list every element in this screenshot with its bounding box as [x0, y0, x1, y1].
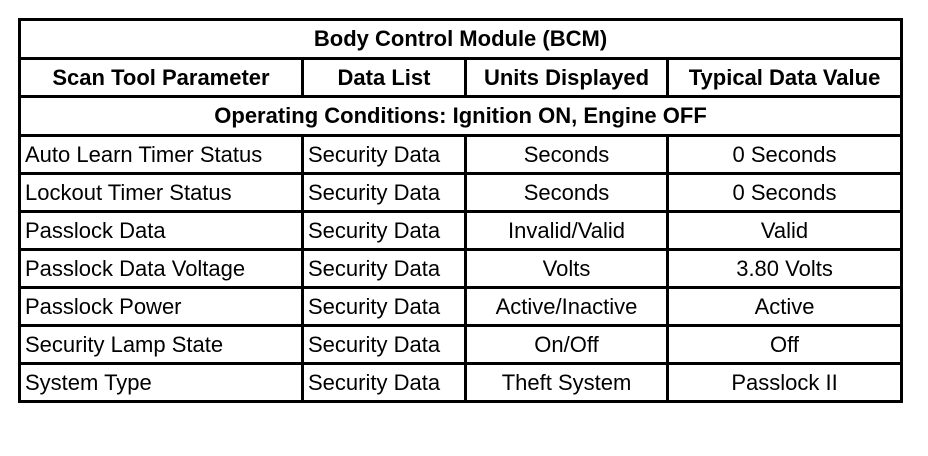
parameter-cell: Security Lamp State	[20, 326, 303, 364]
data-list-cell: Security Data	[303, 212, 466, 250]
units-cell: Active/Inactive	[466, 288, 668, 326]
table-row	[20, 288, 902, 326]
typical-value-cell: Off	[668, 326, 902, 364]
typical-value-cell: Active	[668, 288, 902, 326]
units-cell: Theft System	[466, 364, 668, 402]
table-row	[20, 250, 902, 288]
table-row	[20, 212, 902, 250]
table-row	[20, 136, 902, 174]
header-typical-data-value: Typical Data Value	[668, 59, 902, 97]
typical-value-cell: 0 Seconds	[668, 136, 902, 174]
table-header-row	[20, 59, 902, 97]
parameter-cell: System Type	[20, 364, 303, 402]
header-scan-tool-parameter: Scan Tool Parameter	[20, 59, 303, 97]
parameter-cell: Passlock Data Voltage	[20, 250, 303, 288]
units-cell: Seconds	[466, 136, 668, 174]
header-units-displayed: Units Displayed	[466, 59, 668, 97]
bcm-data-table-container	[18, 18, 903, 403]
header-data-list: Data List	[303, 59, 466, 97]
bcm-data-table	[18, 18, 903, 403]
table-row	[20, 364, 902, 402]
table-row	[20, 174, 902, 212]
units-cell: On/Off	[466, 326, 668, 364]
data-list-cell: Security Data	[303, 364, 466, 402]
units-cell: Invalid/Valid	[466, 212, 668, 250]
parameter-cell: Passlock Power	[20, 288, 303, 326]
data-list-cell: Security Data	[303, 288, 466, 326]
parameter-cell: Lockout Timer Status	[20, 174, 303, 212]
parameter-cell: Auto Learn Timer Status	[20, 136, 303, 174]
units-cell: Seconds	[466, 174, 668, 212]
table-title-row	[20, 20, 902, 59]
operating-conditions: Operating Conditions: Ignition ON, Engine OFF	[20, 97, 902, 136]
typical-value-cell: 3.80 Volts	[668, 250, 902, 288]
table-row	[20, 326, 902, 364]
typical-value-cell: Valid	[668, 212, 902, 250]
data-list-cell: Security Data	[303, 250, 466, 288]
operating-conditions-row	[20, 97, 902, 136]
data-list-cell: Security Data	[303, 174, 466, 212]
parameter-cell: Passlock Data	[20, 212, 303, 250]
typical-value-cell: 0 Seconds	[668, 174, 902, 212]
typical-value-cell: Passlock II	[668, 364, 902, 402]
table-title: Body Control Module (BCM)	[20, 20, 902, 59]
units-cell: Volts	[466, 250, 668, 288]
data-list-cell: Security Data	[303, 326, 466, 364]
data-list-cell: Security Data	[303, 136, 466, 174]
